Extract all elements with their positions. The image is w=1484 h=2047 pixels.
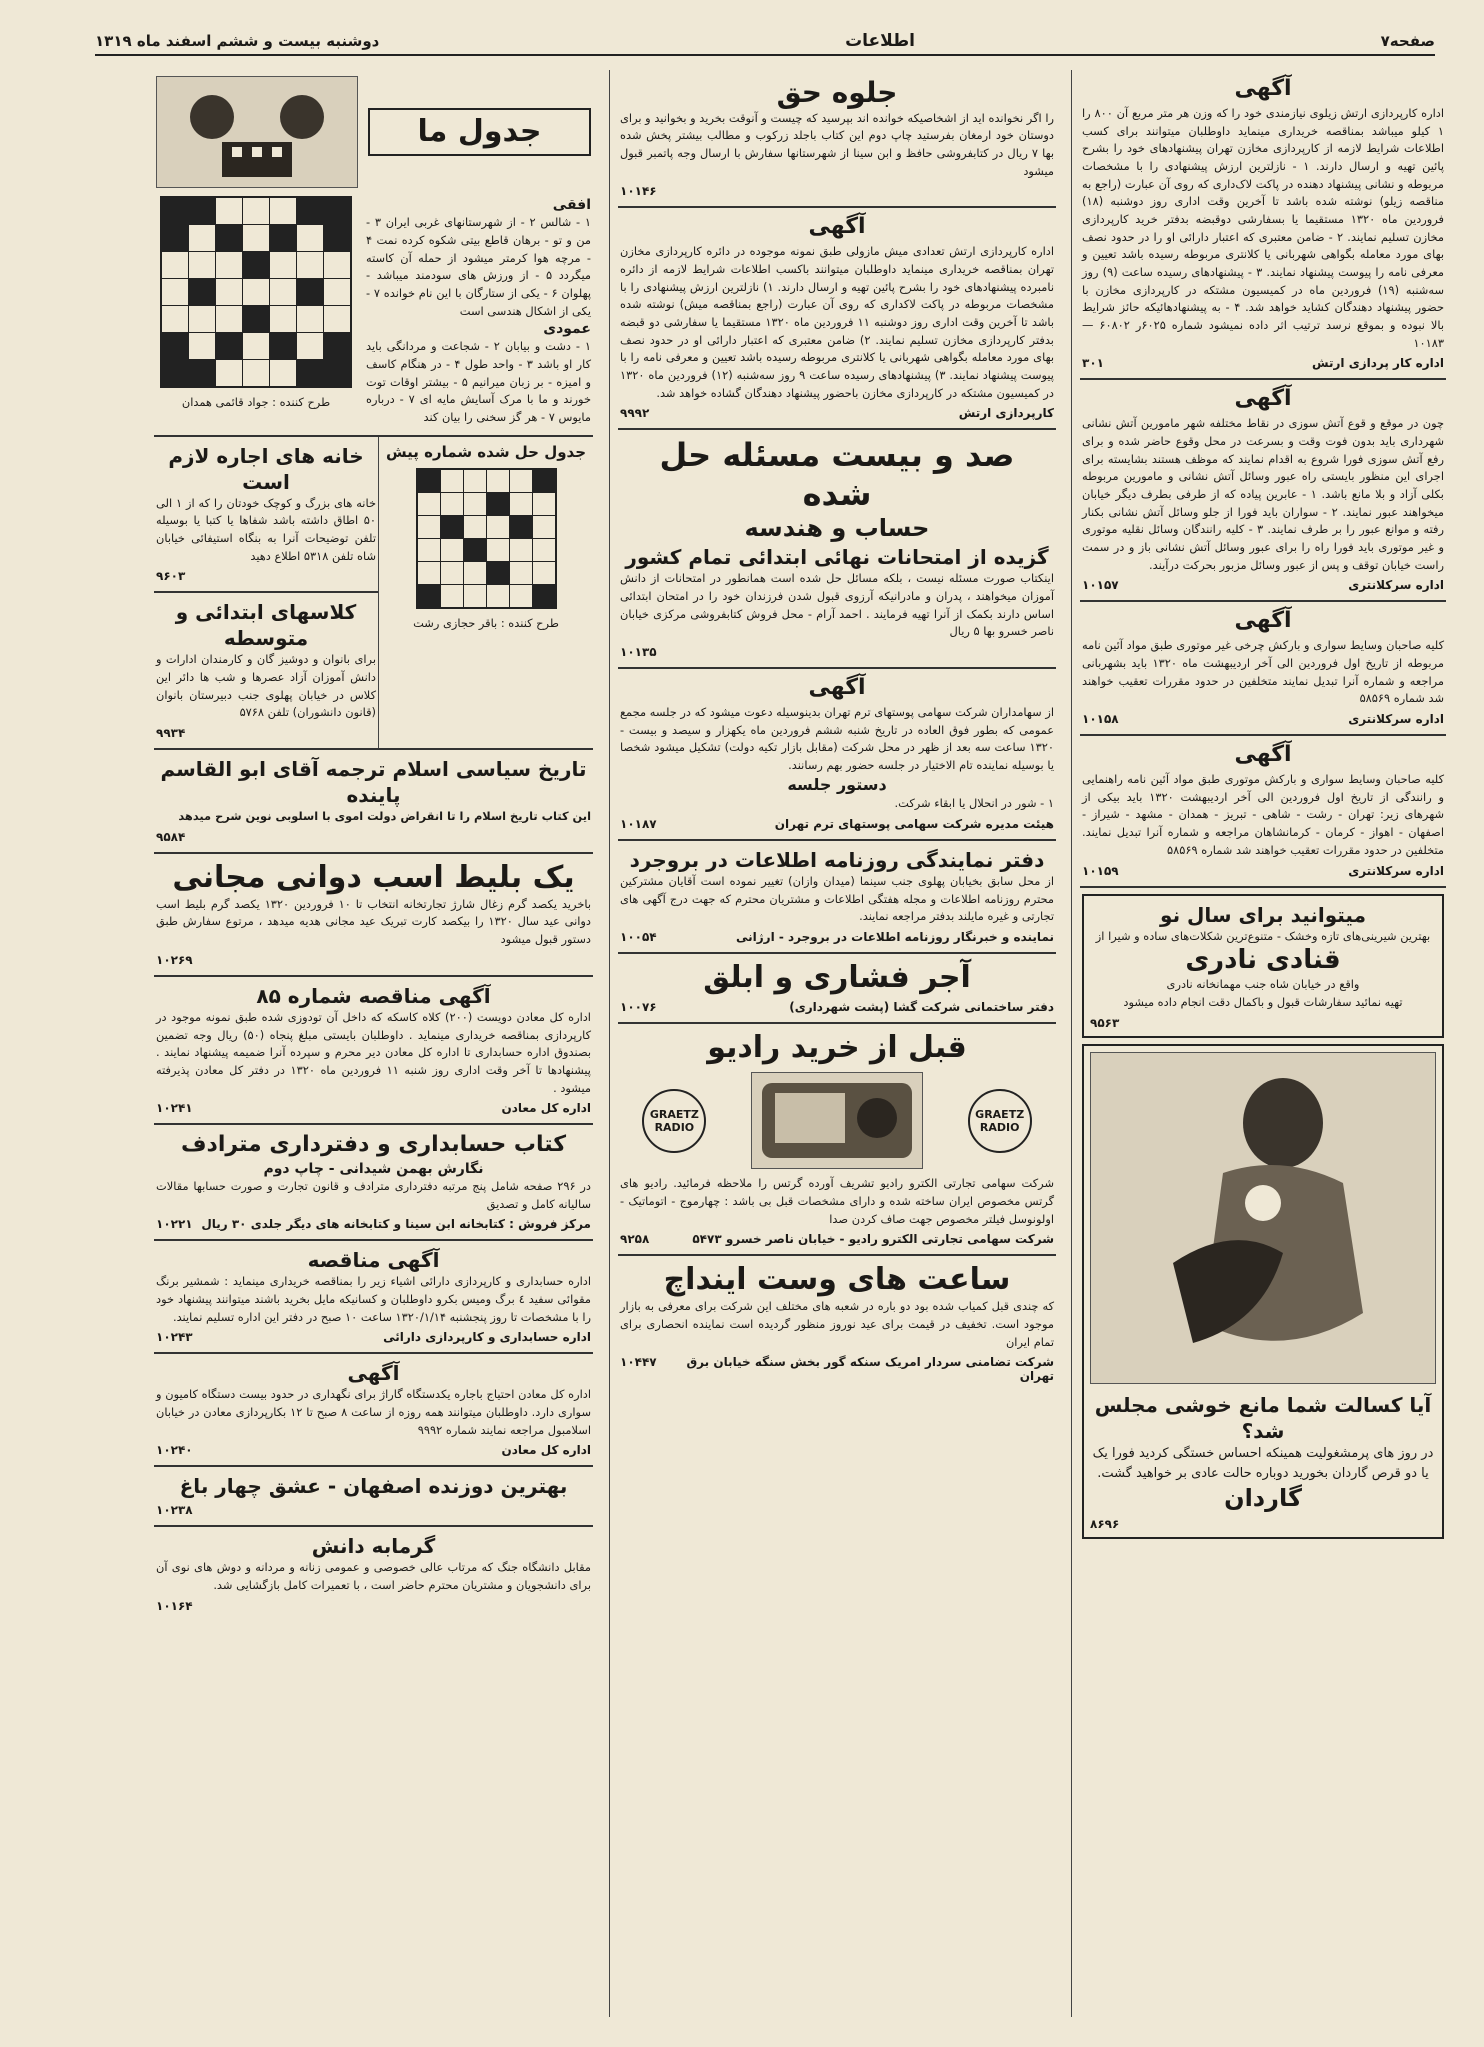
ad-body: اداره کل معادن دویست (۲۰۰) کلاه کاسکه که داخل آن تودوزی شده طبق نمونه موجود در کارپردازی بمناقصه خریداری مینماید . داوطلبان بایستی مبلغ پنجاه (۵۰) ریال وجه تضمین بصندوق اداره حسابداری تا اداره کل معادن دیر محرم و سپرده آنرا ضمیمه پیشنهاد نمایند . پیشنهادها تا آخر وقت اداری روز شنبه ۱۱ فروردین ماه ۱۳۲۰ در دفتر کل معادن پذیرفته میشود . <box>156 1009 591 1095</box>
ad-danesh-bath <box>154 1527 593 1620</box>
ad-code: ۹۲۵۸ <box>620 1232 650 1247</box>
ad-sign: اداره سرکلانتری <box>1348 712 1444 727</box>
crossword-title: جدول ما <box>368 108 591 156</box>
ad-body: کلیه صاحبان وسایط سواری و بارکش چرخی غیر موتوری طبق مواد آئین نامه مربوطه از تاریخ اول فروردین الی آخر اردیبهشت ماه ۱۳۲۰ باید بشهربانی مراجعه و شماره آنرا تبدیل نمایند متخلفین در حدود مقررات تعقیب خواهند شد شماره ۵۸۵۶۹ <box>1082 638 1444 706</box>
ad-subtitle: نگارش بهمن شیدانی - چاپ دوم <box>263 1160 484 1177</box>
ad-sign: شرکت تضامنی سردار امریک سنکه گور بخش سنگه خیابان برق تهران <box>686 1355 1054 1384</box>
ad-sign: کارپردازی ارتش <box>958 406 1054 421</box>
ad-title: صد و بیست مسئله حل شده <box>659 436 1015 513</box>
ad-title: آگهی مناقصه شماره ۸۵ <box>256 983 491 1008</box>
ad-title: جلوه حق <box>776 76 898 109</box>
ad-body: خانه های بزرگ و کوچک خودتان را که از ۱ الی ۵۰ اطاق داشته باشد شفاها یا کتبا یا بوسیله تلفن توضیحات آنرا به بنگاه استیفائی خیابان شاه تلفن ۵۳۱۸ اطلاع دهید <box>156 495 376 563</box>
ad-code: ۱۰۱۸۷ <box>620 817 657 832</box>
issue-date: دوشنبه بیست و ششم اسفند ماه ۱۳۱۹ <box>95 32 380 50</box>
ad-isfahan <box>154 1467 593 1527</box>
ad-islam-history <box>154 750 593 854</box>
ad-subtitle-2: گزیده از امتحانات نهائی ابتدائی تمام کشور <box>625 545 1049 570</box>
ad-agenda-title: دستور جلسه <box>787 774 887 794</box>
ad-sign: هیئت مدیره شرکت سهامی پوستهای ترم تهران <box>774 817 1054 832</box>
ad-title: ساعت های وست اینداچ <box>663 1262 1011 1298</box>
ad-horse-race-ticket <box>154 854 593 977</box>
ad-body: در روز های پرمشغولیت همینکه احساس خستگی کردید فورا یک یا دو قرص گاردان بخورید دوباره حالت عادی بر خواهید گشت. <box>1092 1445 1434 1481</box>
ad-title: آگهی <box>1234 76 1292 101</box>
ad-sign: اداره کار پردازی ارتش <box>1312 356 1444 371</box>
ad-code: ۱۰۱۵۸ <box>1082 712 1119 727</box>
ad-sign: شرکت سهامی تجارتی الکترو رادیو - خیابان ناصر خسرو ۵۴۷۳ <box>692 1232 1054 1247</box>
ad-houses-for-rent <box>154 437 378 594</box>
ad-code: ۹۹۹۲ <box>620 406 650 421</box>
ad-body: شرکت سهامی تجارتی الکترو رادیو تشریف آورده گرتس را ملاحظه فرمائید. رادیو های گرتس مخصوص ایران ساخته شده و دارای مشخصات قبل بی باشد : چهارموج - اتوماتیک - اولونوسل فیلتر مخصوص جهت صاف کردن صدا <box>620 1176 1054 1226</box>
ad-title: آگهی <box>1234 386 1292 412</box>
solved-author: طرح کننده : باقر حجازی رشت <box>413 616 559 631</box>
solved-crossword <box>378 437 593 748</box>
ad-body: از محل سابق بخیابان پهلوی جنب سینما (میدان وازان) تغییر نموده است آقایان مشترکین محترم روزنامه اطلاعات و مجله هفتگی اطلاعات و مشتریان محترم که جهت درج آگهی های تجارتی و غیره مایلند بدفتر مراجعه نمایند. <box>620 874 1054 924</box>
ad-body: در ۲۹۶ صفحه شامل پنج مرتبه دفترداری مترادف و قانون تجارت و صورت حسابها مقالات سالیانه کامل و تصدیق <box>156 1178 591 1211</box>
ad-title: آگهی مناقصه <box>307 1248 440 1273</box>
ad-body: چون در موقع و قوع آتش سوزی در نقاط مختلفه شهر مامورین آتش نشانی شهرداری باید بدون فوت وقت و بسرعت در محل وقوع حاضر شده و برای رفع آتش سوزی فورا شروع به اقدام نمایند که موظف هستند بشایسته برای اجرای این منظور بایستی راه عبور وسائل آتش نشانی و مامورین مربوطه بکلی آزاد و بلا مانع باشد. ۱ - عابرین پیاده که از طرفی بطرف دیگر خیابان میخواهند عبور نمایند. ۲ - سواران باید فورا از جلو وسائل آتش نشانی بکنار رفته و موانع عبور را بر طرف نمایند. ۳ - کلیه رانندگان وسائل نقلیه موتوری و غیر موتوری باید فورا راه را برای عبور وسائل آتش نشانی باز و در سمت راست خیابان توقف و پس از عبور وسائل مزبور بحرکت درآیند. <box>1082 416 1444 572</box>
ad-code: ۱۰۱۶۴ <box>156 1598 193 1613</box>
ad-motor-vehicles <box>1080 736 1446 887</box>
ad-tender-85 <box>154 977 593 1125</box>
ad-title: گرمابه دانش <box>311 1534 436 1559</box>
ad-body: برای بانوان و دوشیز گان و کارمندان ادارات و دانش آموزان آزاد عصرها و شب ها دائر این کلاس در خیابان پهلوی جنب دبیرستان بانوان (قانون دانشوران) تلفن ۵۷۶۸ <box>156 652 376 720</box>
graetz-logo-left <box>968 1089 1032 1153</box>
ad-title: آگهی <box>808 214 866 240</box>
ad-code: ۱۰۲۳۸ <box>156 1503 193 1518</box>
ad-body: اداره حسابداری و کارپردازی دارائی اشیاء زیر را بمناقصه خریداری مینماید : شمشیر برنگ مقوائی سفید ٤ برگ ومیس بکرو داوطلبان و کسانیکه مایل بخرید باشند میتوانند پیشنهاد خود را با مشخصات تا روز پنجشنبه ۱۳۲۰/۱/۱۴ ساعت ۱۰ صبح در دفتر این اداره تسلیم نمایند. <box>156 1274 591 1324</box>
ad-army-sheep <box>618 208 1056 430</box>
ad-brand: گاردان <box>1224 1483 1302 1512</box>
ad-body: اداره کارپردازی ارتش زیلوی نیازمندی خود را که وزن هر متر مربع آن ۸۰۰ را ۱ کیلو میباشد بمناقصه خریداری مینماید داوطلبان میتوانند برای کسب اطلاعات شرایط لازمه از کارپردازی مخازن تهران پیشنهادهای خود را بشرح پائین تهیه و ارسال دارند. ۱ - نازلترین ارزش پیشنهادی را با مشخصات مربوطه و نشانی پیشنهاد دهنده در پاکت لاک‌داری که روی آن عبارت (راجع به مناقصه زیلو) نوشته شده باشد تا آخرین وقت اداری روز دوشنبه (۱۸) فروردین ماه ۱۳۲۰ مستقیما یا بسفارشی دوقبضه بدفتر خرید کارپردازی مخازن تسلیم نمایند. ۲ - ضامن معتبری که اعتبار دارائی او را در حدود نصف بهای مورد معامله بگواهی شهربانی یا کلانتری مربوطه رسیده باشد تعیین و معرفی نامه را پیوست پیشنهاد نمایند. ۳ - پیشنهادهای رسیده ساعت (۹) روز سه‌شنبه (۱۹) فروردین ماه در کمیسیون مشتکه در کارپردازی مخازن با حضور پیشنهاد دهندگان کشاید خواهد شد. ۴ - به پیشنهادهائیکه حائز شرایط بالا نبوده و بموقع نرسد ترتیب اثر داده نمیشود شماره ۶۰۲۵ر ۶۰۸۰۲ — ۱۰۱۸۳ <box>1082 106 1444 350</box>
column-left <box>146 70 601 2017</box>
ad-title: آگهی <box>1234 608 1292 634</box>
solved-grid <box>416 468 557 609</box>
ad-sign: اداره سرکلانتری <box>1348 863 1444 878</box>
ad-body: را اگر نخوانده اید از اشخاصیکه خوانده اند بپرسید که چیست و آنوقت بخرید و بخوانید و برای دوستان خود ارمغان بفرستید چاپ دوم این کتاب باجلد زرکوب و مطالب بیشتر پخش شده بها ۷ ریال در کتابفروشی حافظ و ابن سینا از شهرستانها سفارش با ارسال وجه پاتمبر قبول میشود <box>620 110 1055 178</box>
ad-code: ۳۰۱ <box>1082 356 1104 371</box>
ad-title: آگهی <box>347 1361 400 1386</box>
ad-body: دفتر ساختمانی شرکت گشا (پشت شهرداری) <box>789 1000 1054 1015</box>
ad-title: کلاسهای ابتدائی و متوسطه <box>175 600 357 651</box>
ad-title: بهترین دوزنده اصفهان - عشق چهار باغ <box>179 1474 568 1499</box>
across-clues: ۱ - شالس ۲ - از شهرستانهای غربی ایران ۳ - من و تو - برهان قاطع بیتی شکوه کرده نمت ۴ - مرچه هوا کرمتر میشود از حمله آن کاسته میگردد ۵ - از ورزش های سودمند میباشد - پهلوان ۶ - یکی از ستارگان با این نام خوانده ۷ - یکی از اشکال هندسی است <box>366 215 591 318</box>
brand-name: GRAETZ <box>975 1107 1025 1121</box>
solved-title: جدول حل شده شماره پیش <box>385 442 587 461</box>
ad-army-rug <box>1080 70 1446 380</box>
ad-code: ۹۵۸۴ <box>156 829 186 844</box>
ad-subtitle: حساب و هندسه <box>744 514 930 543</box>
ad-body: کلیه صاحبان وسایط سواری و بارکش موتوری طبق مواد آئین نامه راهنمایی و رانندگی از تاریخ اول فروردین الی آخر اردیبهشت ۱۳۲۰ باید بیکی از شهرهای زیر: تهران - رشت - شاهی - تبریز - همدان - مشهد - شیراز - اصفهان - اهواز - کرمان - کرمانشاهان مراجعه و شماره آنرا تبدیل نمایند. متخلفین در حدود مقررات تعقیب خواهند شد شماره ۵۸۵۶۹ <box>1082 772 1444 857</box>
ad-code: ۱۰۲۴۰ <box>156 1443 193 1458</box>
ad-code: ۹۵۶۳ <box>1090 1015 1120 1030</box>
ad-code: ۱۰۱۴۶ <box>620 184 657 199</box>
ad-body: اداره کارپردازی ارتش تعدادی میش مازولی طبق نمونه موجوده در دائره کارپردازی مخازن تهران بمناقصه خریداری مینماید داوطلبان میتوانند باکسب اطلاعات شرایط لازمه از دائره نامبرده پیشنهادهای خود را بشرح پائین تهیه و ارسال دارند. ۱) نازلترین ارزش پیشنهادی را با مشخصات مربوطه در پاکت لاکداری که روی آن عبارت (راجع بمناقصه میش) نوشته شده باشد تا آخرین وقت اداری روز دوشنبه ۱۱ فروردین ماه ۱۳۲۰ مستقیما یا سفارشی دو قبضه بدفتر کارپردازی مخازن تسلیم نمایند. ۲) ضامن معتبری که اعتبار دارائی او در حدود نصف بهای مورد معامله بگواهی شهربانی یا کلانتری مربوطه رسیده باشد تعیین و معرفی نامه را با پیوست پیشنهاد نمایند. ۳) پیشنهادهای رسیده ساعت ۹ روز سه‌شنبه (۱۲) فروردین ماه ۱۳۲۰ در کمیسیون مشتکه در کارپردازی مخازن باحضور پیشنهاد دهندگان گشاده خواهد شد. <box>620 244 1055 400</box>
ad-title: آجر فشاری و ابلق <box>703 960 971 996</box>
ad-garage <box>154 1354 593 1467</box>
brand-sub: RADIO <box>654 1120 695 1134</box>
ad-sign: اداره حسابداری و کارپردازی دارائی <box>383 1330 591 1345</box>
ad-agenda-item: ۱ - شور در انحلال یا ابقاء شرکت. <box>894 796 1054 811</box>
ad-code: ۱۰۱۵۷ <box>1082 578 1119 593</box>
ad-naderi-confectionery <box>1082 894 1444 1038</box>
column-middle <box>609 70 1064 2017</box>
ad-title: خانه های اجاره لازم است <box>168 443 364 494</box>
ad-body: اداره کل معادن احتیاج باجاره یکدستگاه گاراژ برای نگهداری در حدود بیست دستگاه کامیون و سواری دارد. داوطلبان میتوانند همه روزه از ساعت ۸ صبح تا ۱۲ بکارپردازی معادن در خیابان اسلامبول مراجعه نمایند شماره ۹۹۹۲ <box>156 1387 591 1437</box>
column-right <box>1071 70 1454 2017</box>
ad-graetz-radio <box>618 1024 1056 1256</box>
ad-sign: اداره کل معادن <box>501 1443 591 1458</box>
down-clues: ۱ - دشت و بیابان ۲ - شجاعت و مردانگی باید کار او باشد ۳ - واحد طول ۴ - در هنگام کاسف و امیزه - بر زبان میرانیم ۵ - بیشتر اوقات توت خورند و ما با مرک آسایش مایه ای ۷ - درباره مایوس ۷ - هر گز سخنی را بیان کند <box>366 339 592 425</box>
ad-title: قبل از خرید رادیو <box>707 1030 967 1066</box>
ad-title: آگهی <box>1234 742 1292 768</box>
ad-body: که چندی قبل کمیاب شده بود دو باره در شعبه های مختلف این شرکت برای معرفی به بازار موجود است. تخفیف در قیمت برای عید نوروز منظور گردیده است نماینده انحصاری برای تمام ایران <box>620 1299 1054 1349</box>
ad-headline: قنادی نادری <box>1185 945 1341 976</box>
ad-title: کتاب حسابداری و دفترداری مترادف <box>181 1132 566 1158</box>
brand-sub: RADIO <box>979 1120 1020 1134</box>
ad-leather-company <box>618 669 1056 841</box>
ad-body: اینکتاب صورت مسئله نیست ، بلکه مسائل حل شده است همانطور در امتحانات از دانش آموزان میخواهند ، پدران و مادرانیکه آرزوی قبول شدن فرزندان خود را در امتحان ابتدائی اساس دارند بکمک از آنرا تهیه فرمایند . احمد آرام - محل فروش کتابفروشی مرکزی خیابان ناصر خسرو بها ۵ ریال <box>620 571 1054 639</box>
ad-gardan-pills <box>1082 1044 1444 1539</box>
ad-title: آیا کسالت شما مانع خوشی مجلس شد؟ <box>1094 1392 1432 1443</box>
illustration-icon <box>1113 1063 1413 1373</box>
crossword <box>154 70 593 437</box>
crossword-author: طرح کننده : جواد قائمی همدان <box>181 395 331 409</box>
ad-accounting-book <box>154 1125 593 1241</box>
ad-body: مقابل دانشگاه جنگ که مرتاب عالی خصوصی و عمومی زنانه و مردانه و دوش های نوی آن برای دانشجویان و مشتریان محترم حاضر است ، با تعمیرات کامل بازگشایی شد. <box>156 1560 591 1593</box>
ad-code: ۸۶۹۶ <box>1090 1516 1120 1531</box>
ad-address: واقع در خیابان شاه جنب مهمانخانه نادری <box>1166 977 1360 992</box>
ad-code: ۱۰۴۴۷ <box>620 1355 657 1370</box>
ad-code: ۹۶۰۳ <box>156 569 186 584</box>
ad-classes <box>154 593 378 748</box>
ad-title: تاریخ سیاسی اسلام ترجمه آقای ابو القاسم پاینده <box>160 757 587 808</box>
ad-code: ۱۰۲۴۳ <box>156 1330 193 1345</box>
crossword-grid <box>160 196 352 388</box>
ad-sign: اداره سرکلانتری <box>1348 578 1444 593</box>
ad-code: ۱۰۱۵۹ <box>1082 863 1119 878</box>
brand-name: GRAETZ <box>649 1107 699 1121</box>
ad-brick <box>618 954 1056 1024</box>
ad-borujerd-office <box>618 841 1056 954</box>
ad-body: بهترین شیرینی‌های تازه وخشک - متنوع‌ترین شکلات‌های ساده و شیرا از <box>1095 928 1431 943</box>
ad-code: ۹۹۳۴ <box>156 726 186 741</box>
ad-title: میتوانید برای سال نو <box>1160 902 1366 927</box>
ad-code: ۱۰۲۶۹ <box>156 952 193 967</box>
ad-code: ۱۰۲۲۱ <box>156 1217 193 1232</box>
paper-title: اطلاعات <box>845 31 915 51</box>
ad-note: تهیه نمائید سفارشات قبول و باکمال دقت انجام داده میشود <box>1123 995 1403 1010</box>
ad-body: باخرید یکصد گرم زغال شارژ تجارتخانه انتخاب تا ۱۰ فروردین ۱۳۲۰ یکصد گرم بلیط اسب دوانی عید سال ۱۳۲۰ را بیکصد کارت تبریک عید مجانی هدیه میدهد ، مرتوع سفارش طبق دستور قبول میشود <box>156 896 591 947</box>
ad-title: آگهی <box>808 674 866 700</box>
ad-tender-finance <box>154 1241 593 1354</box>
radio-illustration <box>751 1072 923 1169</box>
chess-illustration <box>156 76 358 188</box>
ad-code: ۱۰۲۴۱ <box>156 1101 193 1116</box>
ad-watches <box>618 1256 1056 1391</box>
ad-carts <box>1080 602 1446 736</box>
ad-title: دفتر نمایندگی روزنامه اطلاعات در بروجرد <box>629 848 1045 873</box>
ad-code: ۱۰۱۳۵ <box>620 644 657 659</box>
ad-body: از سهامداران شرکت سهامی پوستهای ترم تهران بدینوسیله دعوت میشود که در جلسه مجمع عمومی که بطور فوق العاده در تاریخ شنبه ششم فروردین ماه یکهزار و سیصد و بیست - ۱۳۲۰ ساعت سه بعد از ظهر در محل شرکت (مقابل بازار تکیه دولت) تشکیل میشود شخصا یا بوسیله نماینده تام الاختیار در جلسه حضور بهم رسانند. <box>620 704 1054 772</box>
ad-fire-service <box>1080 380 1446 602</box>
ad-body: این کتاب تاریخ اسلام را تا انقراض دولت اموی با اسلوبی نوین شرح میدهد <box>178 809 591 824</box>
graetz-logo-right <box>642 1089 706 1153</box>
page-number: صفحه۷ <box>1380 32 1435 50</box>
ad-title: یک بلیط اسب دوانی مجانی <box>172 859 575 895</box>
ad-code: ۱۰۰۷۶ <box>620 1000 657 1015</box>
ad-math-book <box>618 430 1056 669</box>
ad-sign: مرکز فروش : کتابخانه ابن سینا و کتابخانه های دیگر جلدی ۳۰ ریال <box>201 1217 591 1232</box>
woman-illustration <box>1090 1052 1436 1384</box>
radio-icon <box>757 1078 917 1163</box>
across-heading: افقی <box>552 197 591 213</box>
chess-players-icon <box>162 82 352 182</box>
down-heading: عمودی <box>543 321 591 338</box>
ad-code: ۱۰۰۵۴ <box>620 930 657 945</box>
ad-sign: اداره کل معادن <box>501 1101 591 1116</box>
masthead <box>95 28 1435 56</box>
ad-jelveh-hagh <box>618 70 1056 208</box>
ad-sign: نماینده و خبرنگار روزنامه اطلاعات در بروجرد - ارژانی <box>736 930 1054 945</box>
